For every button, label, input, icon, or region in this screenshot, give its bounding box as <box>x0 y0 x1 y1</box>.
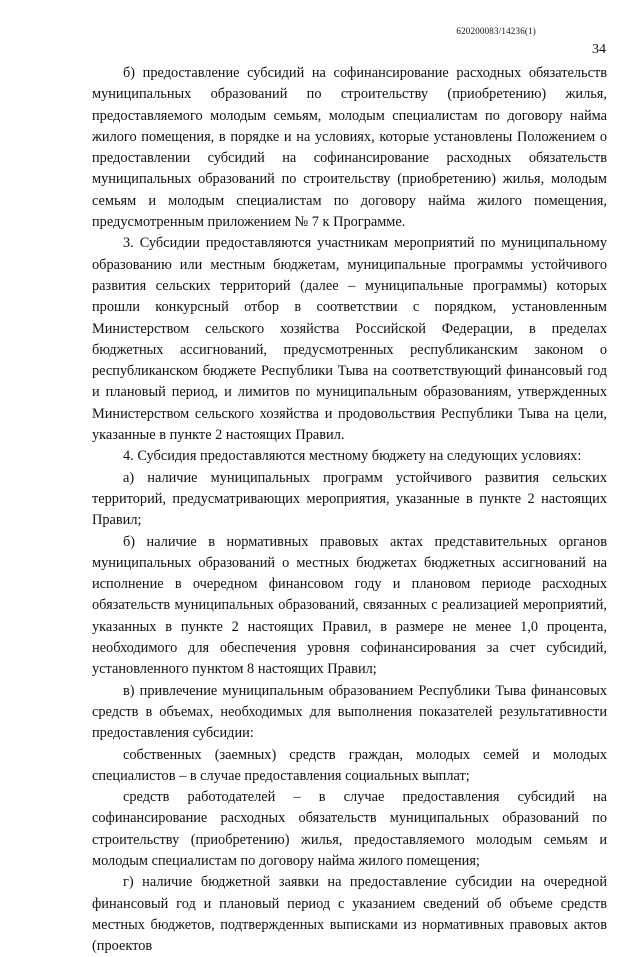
page-number: 34 <box>592 42 606 57</box>
paragraph-own-funds: собственных (заемных) средств граждан, молодых семей и молодых специалистов – в случае предоставления социальных выплат; <box>92 746 607 784</box>
paragraph-subsidy-b: б) предоставление субсидий на софинансирование расходных обязательств муниципальных образований по строительству (приобретению) жилья, предоставляемого молодым семьям, молодым специалистам по договору найма жилого помещения, в порядке и на условиях, которые установлены Положением о предоставлении субсидий на софинансирование расходных обязательств муниципальных образований по строительству (приобретению) жилья, молодым семьям и молодым специалистам по договору найма жилого помещения, предусмотренным приложением № 7 к Программе. <box>92 65 607 231</box>
paragraph-4v: в) привлечение муниципальным образованием Республики Тыва финансовых средств в объемах, необходимых для выполнения показателей результативности предоставления субсидии: <box>92 682 607 742</box>
paragraph-employer-funds: средств работодателей – в случае предоставления субсидий на софинансирование расходных обязательств муниципальных образований по строительству (приобретению) жилья, предоставляемого молодым семьям и молодым специалистам по договору найма жилого помещения; <box>92 789 607 869</box>
paragraph-4g: г) наличие бюджетной заявки на предоставление субсидии на очередной финансовый год и плановый период с указанием сведений об объеме средств местных бюджетов, подтвержденных выписками из нормативных правовых актов (проектов <box>92 874 607 955</box>
paragraph-4: 4. Субсидия предоставляются местному бюджету на следующих условиях: <box>123 448 582 465</box>
document-body <box>92 63 607 957</box>
paragraph-3: 3. Субсидии предоставляются участникам мероприятий по муниципальному образованию или местным бюджетам, муниципальные программы устойчивого развития сельских территорий (далее – муниципальные программы) которых прошли конкурсный отбор в соответствии с порядком, установленным Министерством сельского хозяйства Российской Федерации, в пределах бюджетных ассигнований, предусмотренных республиканским законом о республиканском бюджете Республики Тыва на соответствующий финансовый год и плановый период, и лимитов по муниципальным образованиям, утвержденных Министерством сельского хозяйства и продовольствия Республики Тыва на цели, указанные в пункте 2 настоящих Правил. <box>92 235 607 444</box>
paragraph-4b: б) наличие в нормативных правовых актах представительных органов муниципальных образований о местных бюджетах бюджетных ассигнований на исполнение в очередном финансовом году и плановом периоде расходных обязательств муниципальных образований, связанных с реализацией мероприятий, указанных в пункте 2 настоящих Правил, в размере не менее 1,0 процента, необходимого для обеспечения уровня софинансирования за счет субсидий, установленного пунктом 8 настоящих Правил; <box>92 533 607 678</box>
document-id: 620200083/14236(1) <box>456 26 536 36</box>
paragraph-4a: а) наличие муниципальных программ устойчивого развития сельских территорий, предусматривающих мероприятия, указанные в пункте 2 настоящих Правил; <box>92 469 607 529</box>
